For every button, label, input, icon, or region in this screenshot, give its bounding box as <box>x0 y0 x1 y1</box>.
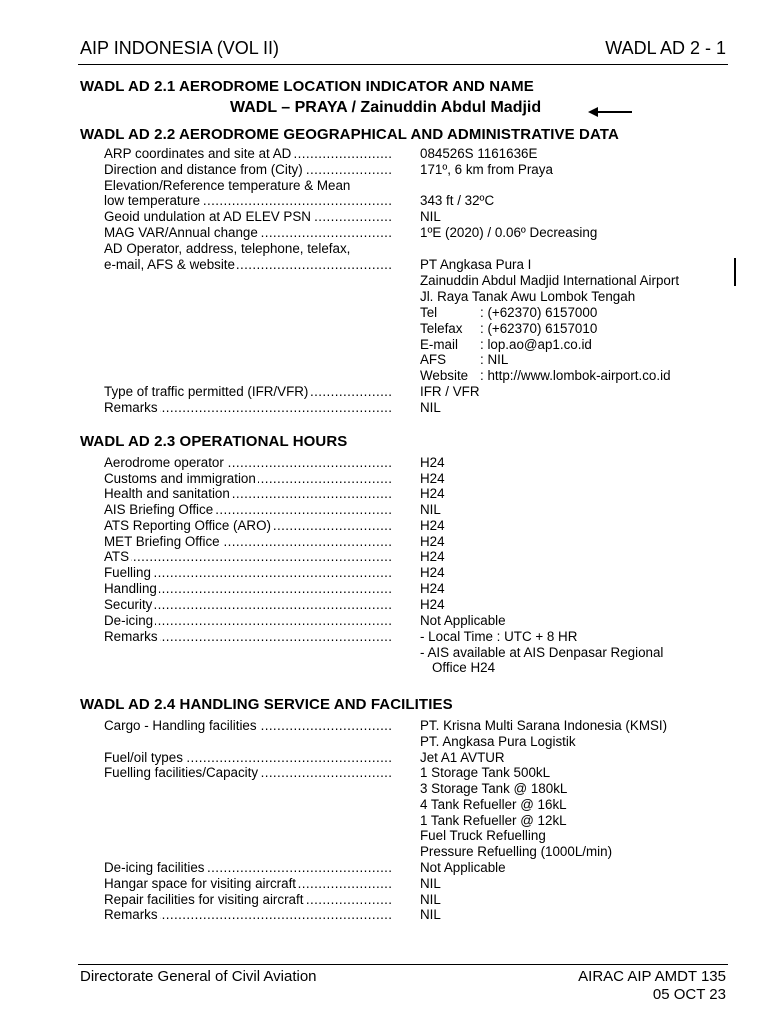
value: PT. Krisna Multi Sarana Indonesia (KMSI) <box>420 718 668 733</box>
aerodrome-name: WADL – PRAYA / Zainuddin Abdul Madjid <box>230 99 542 116</box>
key: Telefax <box>420 321 463 336</box>
header-rule <box>78 64 728 65</box>
value: H24 <box>420 471 445 486</box>
section-2-2-title: WADL AD 2.2 AERODROME GEOGRAPHICAL AND ADMINISTRATIVE DATA <box>80 126 619 143</box>
label: Handling <box>104 581 157 596</box>
value: : lop.ao@ap1.co.id <box>480 337 592 352</box>
label: e-mail, AFS & website <box>104 257 235 272</box>
label: Fuelling facilities/Capacity <box>104 765 259 780</box>
value: NIL <box>420 907 441 922</box>
label: ATS Reporting Office (ARO) <box>104 518 271 533</box>
header-right: WADL AD 2 - 1 <box>605 38 726 58</box>
left-arrow-icon <box>588 106 634 118</box>
label: De-icing <box>104 613 154 628</box>
label: Remarks <box>104 907 158 922</box>
value: 1 Tank Refueller @ 12kL <box>420 813 567 828</box>
label: Remarks <box>104 629 158 644</box>
label: Fuelling <box>104 565 151 580</box>
key: Tel <box>420 305 438 320</box>
value: Pressure Refuelling (1000L/min) <box>420 844 613 859</box>
value: 3 Storage Tank @ 180kL <box>420 781 568 796</box>
key: AFS <box>420 352 447 367</box>
section-2-4-title: WADL AD 2.4 HANDLING SERVICE AND FACILITIES <box>80 696 453 713</box>
footer-left: Directorate General of Civil Aviation <box>80 968 317 985</box>
label: Health and sanitation <box>104 486 230 501</box>
change-bar <box>734 258 736 286</box>
key: Website <box>420 368 469 383</box>
value: IFR / VFR <box>420 384 480 399</box>
value: : http://www.lombok-airport.co.id <box>480 368 671 383</box>
label: Remarks <box>104 400 158 415</box>
value: H24 <box>420 565 445 580</box>
label: MAG VAR/Annual change <box>104 225 258 240</box>
value: 084526S 1161636E <box>420 146 538 161</box>
label: Cargo - Handling facilities <box>104 718 257 733</box>
amendment-number: AIRAC AIP AMDT 135 <box>578 968 726 985</box>
footer-right <box>578 968 726 1004</box>
value: 343 ft / 32ºC <box>420 193 495 208</box>
value: 171º, 6 km from Praya <box>420 162 553 177</box>
label: Hangar space for visiting aircraft <box>104 876 297 891</box>
value: Jet A1 AVTUR <box>420 750 505 765</box>
value: PT. Angkasa Pura Logistik <box>420 734 576 749</box>
value: Not Applicable <box>420 613 506 628</box>
value: PT Angkasa Pura I <box>420 257 532 272</box>
effective-date: 05 OCT 23 <box>652 986 726 1003</box>
label: Fuel/oil types <box>104 750 183 765</box>
value: 4 Tank Refueller @ 16kL <box>420 797 567 812</box>
label: AIS Briefing Office <box>104 502 214 517</box>
section-2-1-title: WADL AD 2.1 AERODROME LOCATION INDICATOR AND NAME <box>80 78 534 95</box>
section-2-3-title: WADL AD 2.3 OPERATIONAL HOURS <box>80 433 348 450</box>
label: Type of traffic permitted (IFR/VFR) <box>104 384 309 399</box>
label: ATS <box>104 549 130 564</box>
value: H24 <box>420 486 445 501</box>
value: Fuel Truck Refuelling <box>420 828 546 843</box>
value: H24 <box>420 534 445 549</box>
label: Elevation/Reference temperature & Mean <box>104 178 351 193</box>
label: Customs and immigration <box>104 471 256 486</box>
label: Security <box>104 597 153 612</box>
label: ARP coordinates and site at AD <box>104 146 292 161</box>
value: NIL <box>420 876 441 891</box>
label: low temperature <box>104 193 201 208</box>
value: H24 <box>420 549 445 564</box>
value: : (+62370) 6157010 <box>480 321 598 336</box>
label: Repair facilities for visiting aircraft <box>104 892 304 907</box>
label: Direction and distance from (City) <box>104 162 303 177</box>
label: Aerodrome operator <box>104 455 224 470</box>
value: NIL <box>420 209 441 224</box>
value: Not Applicable <box>420 860 506 875</box>
label: Geoid undulation at AD ELEV PSN <box>104 209 311 224</box>
value: : (+62370) 6157000 <box>480 305 598 320</box>
key: E-mail <box>420 337 458 352</box>
label: De-icing facilities <box>104 860 205 875</box>
value: NIL <box>420 400 441 415</box>
value: - Local Time : UTC + 8 HR <box>420 629 578 644</box>
value: 1 Storage Tank 500kL <box>420 765 551 780</box>
label: AD Operator, address, telephone, telefax, <box>104 241 351 256</box>
value: H24 <box>420 518 445 533</box>
value: 1ºE (2020) / 0.06º Decreasing <box>420 225 598 240</box>
value: Jl. Raya Tanak Awu Lombok Tengah <box>420 289 636 304</box>
footer-rule <box>78 964 728 965</box>
value: H24 <box>420 581 445 596</box>
value: Zainuddin Abdul Madjid International Airport <box>420 273 680 288</box>
value: Office H24 <box>432 660 496 675</box>
value: NIL <box>420 892 441 907</box>
header-left: AIP INDONESIA (VOL II) <box>80 38 280 58</box>
value: : NIL <box>480 352 509 367</box>
value: NIL <box>420 502 441 517</box>
value: - AIS available at AIS Denpasar Regional <box>420 645 664 660</box>
value: H24 <box>420 455 445 470</box>
value: H24 <box>420 597 445 612</box>
label: MET Briefing Office <box>104 534 220 549</box>
